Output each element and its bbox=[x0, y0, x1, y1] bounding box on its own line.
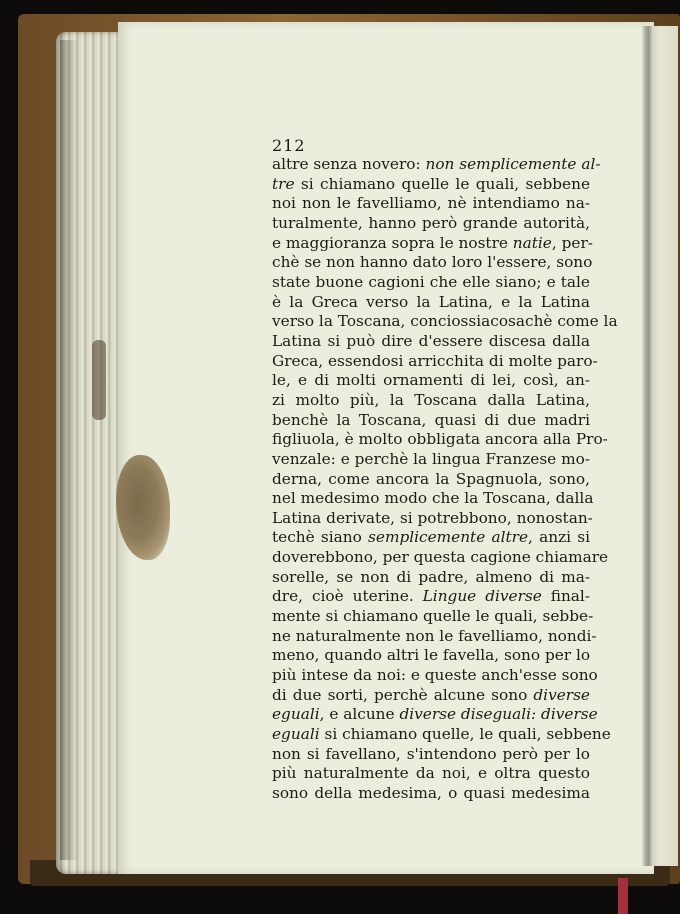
text-line bbox=[272, 489, 594, 509]
edge-stain bbox=[92, 340, 106, 420]
text-line bbox=[272, 332, 590, 352]
text-line bbox=[272, 666, 598, 686]
text-line bbox=[272, 548, 609, 568]
italic-term: eguali bbox=[272, 725, 320, 744]
text-line bbox=[272, 411, 590, 431]
text-run: zi molto più, la Toscana dalla Latina, bbox=[272, 390, 590, 409]
page-edge-shadow bbox=[60, 40, 78, 860]
text-line bbox=[272, 784, 590, 804]
text-run: chè se non hanno dato loro l'essere, sono bbox=[272, 253, 593, 272]
text-run: si chiamano quelle, le quali, sebbene bbox=[319, 725, 611, 744]
text-line bbox=[272, 528, 590, 548]
text-run: altre senza novero: bbox=[272, 155, 426, 173]
text-line bbox=[272, 646, 590, 666]
text-line bbox=[272, 371, 590, 391]
text-run: mente si chiamano quelle le quali, sebbe- bbox=[272, 607, 594, 626]
text-run: derna, come ancora la Spagnuola, sono, bbox=[272, 469, 590, 488]
text-run: turalmente, hanno però grande autorità, bbox=[272, 213, 590, 232]
text-line bbox=[272, 391, 590, 411]
text-line bbox=[272, 175, 590, 195]
text-run: si chiamano quelle le quali, sebbene bbox=[294, 174, 590, 193]
text-line bbox=[272, 312, 618, 332]
text-run: sono della medesima, o quasi medesima bbox=[272, 784, 590, 802]
text-line bbox=[272, 214, 590, 234]
text-line bbox=[272, 587, 590, 607]
text-line bbox=[272, 273, 590, 293]
italic-term: diverse bbox=[533, 685, 590, 704]
text-line bbox=[272, 764, 590, 784]
text-run: e maggioranza sopra le nostre bbox=[272, 233, 513, 252]
text-line bbox=[272, 686, 590, 706]
text-line bbox=[272, 430, 608, 450]
text-line bbox=[272, 233, 593, 254]
text-line bbox=[272, 508, 593, 529]
italic-term: eguali bbox=[272, 705, 320, 724]
text-run: Latina si può dire d'essere discesa dalla bbox=[272, 331, 590, 350]
text-line bbox=[272, 194, 590, 214]
text-run: dre, cioè uterine. bbox=[272, 587, 423, 606]
bookmark-ribbon bbox=[618, 878, 628, 914]
text-run: sorelle, se non di padre, almeno di ma- bbox=[272, 567, 590, 586]
text-run: verso la Toscana, conciossiacosachè come la bbox=[272, 312, 618, 331]
italic-term: natie bbox=[512, 233, 552, 252]
text-run: venzale: e perchè la lingua Franzese mo- bbox=[272, 449, 590, 468]
text-run: di due sorti, perchè alcune sono bbox=[272, 685, 534, 704]
text-line bbox=[272, 155, 601, 175]
text-line bbox=[272, 450, 590, 470]
text-line bbox=[272, 568, 590, 588]
text-run: figliuola, è molto obbligata ancora alla Pro- bbox=[272, 430, 608, 449]
text-run: più intese da noi: e queste anch'esse sono bbox=[272, 666, 598, 685]
italic-term: diverse diseguali: diverse bbox=[399, 705, 598, 724]
page-number: 212 bbox=[272, 136, 306, 155]
text-line bbox=[272, 725, 611, 745]
text-run: , e alcune bbox=[319, 705, 400, 724]
italic-term: non semplicemente al- bbox=[425, 155, 601, 173]
text-run: Greca, essendosi arricchita di molte paro- bbox=[272, 351, 598, 370]
text-run: Latina derivate, si potrebbono, nonostan- bbox=[272, 508, 593, 527]
text-run: doverebbono, per questa cagione chiamare bbox=[272, 548, 609, 567]
text-run: state buone cagioni che elle siano; e tale bbox=[272, 272, 590, 291]
italic-term: Lingue diverse bbox=[422, 587, 542, 606]
text-run: benchè la Toscana, quasi di due madri bbox=[272, 410, 590, 429]
text-line bbox=[272, 607, 594, 627]
text-run: final- bbox=[541, 587, 590, 606]
text-line bbox=[272, 293, 590, 313]
text-run: , anzi si bbox=[528, 528, 590, 547]
text-run: le, e di molti ornamenti di lei, così, an- bbox=[272, 371, 590, 390]
italic-term: tre bbox=[272, 174, 295, 193]
text-line bbox=[272, 351, 598, 372]
text-line bbox=[272, 253, 593, 273]
text-run: non si favellano, s'intendono però per lo bbox=[272, 744, 590, 763]
text-run: più naturalmente da noi, e oltra questo bbox=[272, 764, 590, 783]
italic-term: semplicemente altre bbox=[368, 528, 529, 547]
text-run: , per- bbox=[551, 233, 593, 252]
text-line bbox=[272, 470, 590, 490]
text-line bbox=[272, 626, 597, 647]
text-run: è la Greca verso la Latina, e la Latina bbox=[272, 292, 590, 311]
text-run: meno, quando altri le favella, sono per lo bbox=[272, 646, 591, 665]
gutter-shadow bbox=[642, 26, 652, 866]
body-text bbox=[272, 155, 618, 804]
text-run: nel medesimo modo che la Toscana, dalla bbox=[272, 489, 594, 508]
text-run: techè siano bbox=[272, 528, 369, 547]
text-line bbox=[272, 745, 590, 765]
text-run: ne naturalmente non le favelliamo, nondi- bbox=[272, 626, 597, 645]
text-run: noi non le favelliamo, nè intendiamo na- bbox=[272, 194, 590, 213]
facing-page bbox=[648, 26, 678, 866]
text-line bbox=[272, 705, 598, 725]
